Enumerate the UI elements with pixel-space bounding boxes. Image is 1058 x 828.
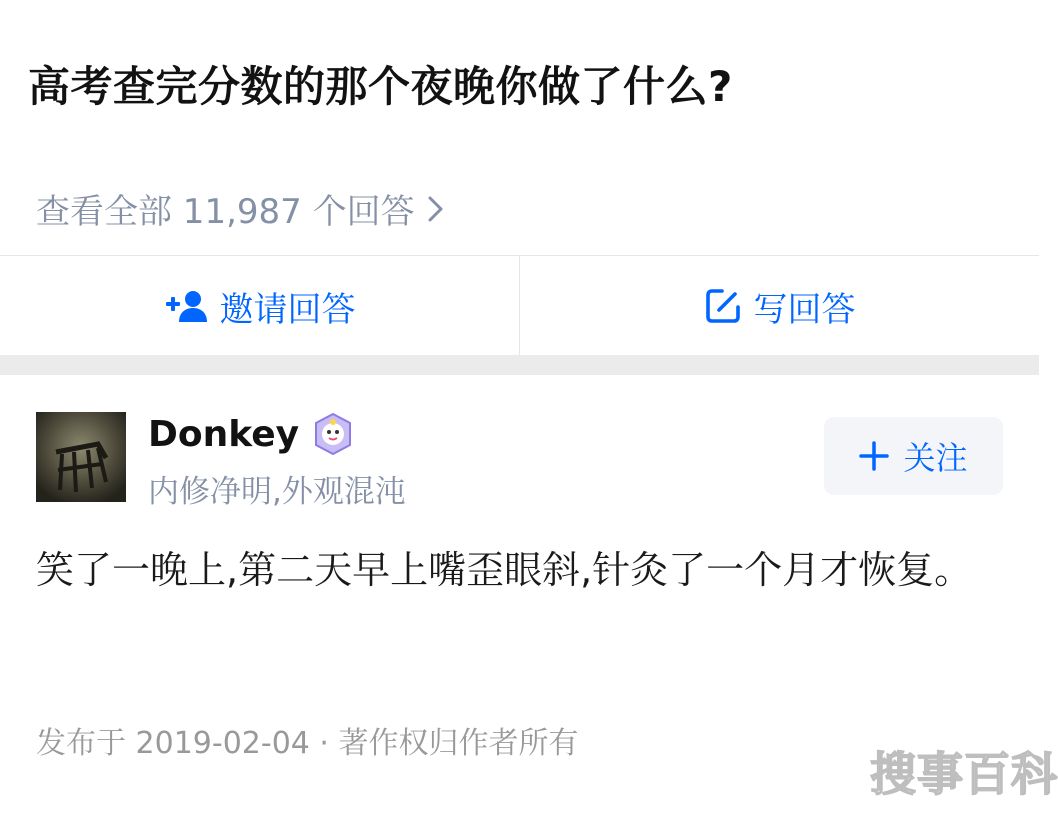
view-all-label: 查看全部 11,987 个回答 [36,192,415,232]
add-person-icon [164,289,208,323]
author-avatar[interactable] [36,412,126,502]
answer-content: 笑了一晚上,第二天早上嘴歪眼斜,针灸了一个月才恢复。 [36,548,973,592]
section-divider [0,355,1039,375]
question-title: 高考查完分数的那个夜晚你做了什么? [28,62,733,111]
edit-icon [704,287,742,325]
plus-icon [859,441,889,471]
chevron-right-icon [425,194,447,224]
follow-label: 关注 [903,439,968,477]
answer-meta: 发布于 2019-02-04 · 著作权归作者所有 [36,726,579,761]
answer-action-bar [0,255,1039,356]
follow-button[interactable] [824,417,1003,495]
author-bio: 内修净明,外观混沌 [148,474,406,510]
creator-badge-icon [311,412,355,456]
invite-answer-label: 邀请回答 [219,289,356,330]
watermark: 搜事百科 [870,747,1058,801]
write-answer-button[interactable] [520,256,1039,356]
view-all-answers-link[interactable] [36,184,447,233]
write-answer-label: 写回答 [753,289,856,330]
author-name-label: Donkey [148,413,300,455]
author-name[interactable] [148,412,355,456]
invite-answer-button[interactable] [0,256,520,356]
